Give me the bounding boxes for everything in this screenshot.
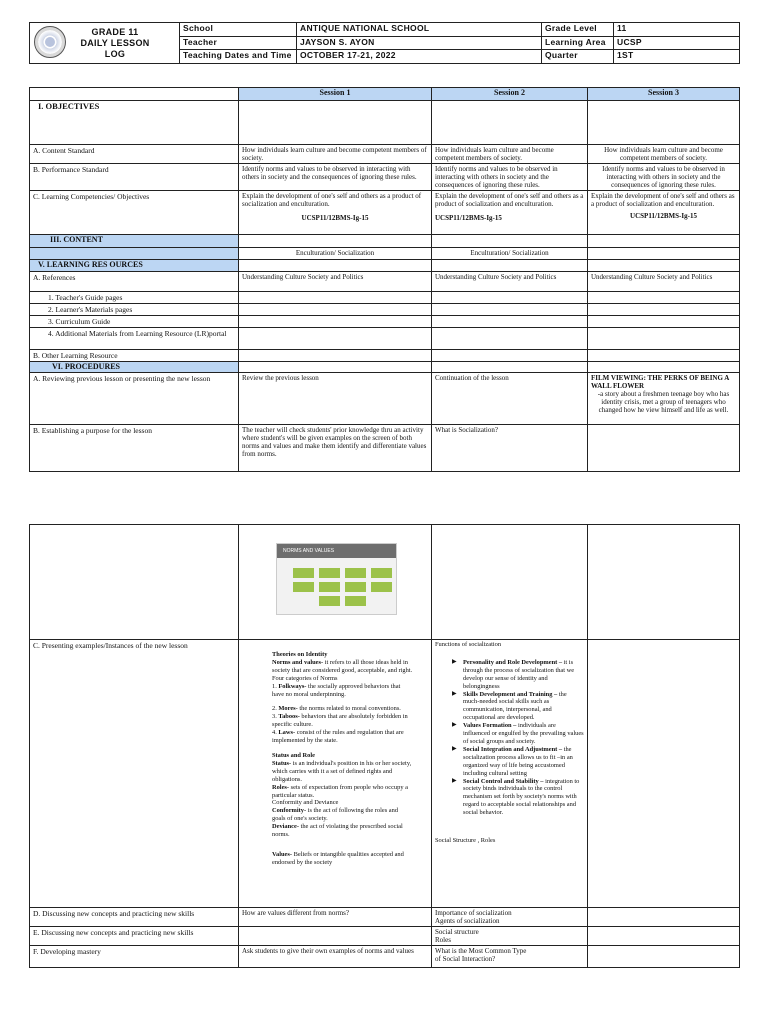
slide-box — [319, 582, 340, 592]
function-item-1: ▶ Personality and Role Development – it is through the process of socialization that we develop our sense of identity and belongingness — [452, 658, 575, 690]
dates-label: Teaching Dates and Time — [180, 50, 297, 64]
procedure-e-label: E. Discussing new concepts and practicing new skills — [30, 927, 239, 946]
film-title: FILM VIEWING: THE PERKS OF BEING A WALL FLOWER — [591, 374, 729, 390]
competencies-label: C. Learning Competencies/ Objectives — [30, 191, 239, 235]
other-resource-label: B. Other Learning Resource — [30, 350, 239, 362]
grade-label: GRADE 11 — [91, 27, 139, 37]
procedure-b-s2: What is Socialization? — [432, 425, 588, 472]
session-3-header: Session 3 — [588, 88, 740, 101]
teacher-value: JAYSON S. AYON — [297, 37, 542, 50]
slide-box — [293, 582, 314, 592]
procedure-b-s1: The teacher will check students' prior knowledge thru an activity where student's will be given examples on the screen of both norms and values and make them identify and differentiate values from norms. — [239, 425, 432, 472]
arrow-bullet-icon: ▶ — [452, 722, 457, 729]
quarter-label: Quarter — [542, 50, 614, 64]
header-logo-cell — [30, 23, 180, 64]
four-categories: Four categories of Norms — [272, 674, 338, 682]
procedure-a-s1: Review the previous lesson — [239, 373, 432, 425]
references-s3: Understanding Culture Society and Politics — [588, 272, 740, 292]
term-mores: Mores- — [278, 705, 298, 713]
slide-box — [345, 596, 366, 606]
procedure-b-label: B. Establishing a purpose for the lesson — [30, 425, 239, 472]
term-laws: Laws- — [278, 729, 296, 737]
content-s3 — [588, 248, 740, 260]
term-folkways: Folkways- — [278, 682, 307, 690]
term-roles: Roles- — [272, 783, 290, 791]
slide-box — [345, 568, 366, 578]
competencies-s2 — [432, 191, 588, 235]
procedure-d-s1: How are values different from norms? — [239, 908, 432, 927]
resource-item-3: 3. Curriculum Guide — [30, 316, 239, 328]
arrow-bullet-icon: ▶ — [452, 690, 457, 697]
procedure-a-s3 — [588, 373, 740, 425]
competencies-s3 — [588, 191, 740, 235]
references-s1: Understanding Culture Society and Politics — [239, 272, 432, 292]
content-standard-s3: How individuals learn culture and become competent members of society. — [588, 145, 740, 164]
term-taboos: Taboos- — [278, 713, 300, 721]
norms-values-slide-image — [276, 543, 397, 615]
competencies-s1-text: Explain the development of one's self and others as a product of socialization and enculturation. — [242, 192, 422, 208]
quarter-value: 1ST — [614, 50, 740, 64]
function-item-3: ▶ Values Formation – individuals are influenced or engulfed by the prevailing values of social groups and society. — [452, 722, 584, 745]
procedure-d-label: D. Discussing new concepts and practicing new skills — [30, 908, 239, 927]
functions-title: Functions of socialization — [435, 641, 502, 648]
slide-box — [371, 568, 392, 578]
procedure-a-label: A. Reviewing previous lesson or presenting the new lesson — [30, 373, 239, 425]
competencies-s1 — [239, 191, 432, 235]
school-label: School — [180, 23, 297, 37]
performance-standard-s2: Identify norms and values to be observed in interacting with others in society and the consequences of ignoring these rules. — [432, 164, 588, 191]
slide-box — [293, 568, 314, 578]
procedure-f-label: F. Developing mastery — [30, 946, 239, 968]
film-description: -a story about a freshmen teenage boy who has identity crisis, met a group of teenagers who changed how he view himself and life as well. — [597, 390, 730, 414]
slide-box — [319, 568, 340, 578]
references-s2: Understanding Culture Society and Politics — [432, 272, 588, 292]
session-2-header: Session 2 — [432, 88, 588, 101]
term-conformity: Conformity- — [272, 807, 307, 815]
corner-cell — [30, 88, 239, 101]
competency-code-s2: UCSP11/12BMS-Ig-15 — [435, 214, 502, 222]
references-label: A. References — [30, 272, 239, 292]
term-norms-values: Norms and values- — [272, 658, 324, 666]
theory-title: Theories on Identity — [272, 651, 328, 658]
procedure-c-label: C. Presenting examples/Instances of the new lesson — [30, 640, 239, 908]
deped-seal-icon — [34, 26, 66, 58]
content-s2: Enculturation/ Socialization — [432, 248, 588, 260]
teacher-label: Teacher — [180, 37, 297, 50]
procedure-f-s2: What is the Most Common Type of Social Interaction? — [432, 946, 588, 968]
learning-area-label: Learning Area — [542, 37, 614, 50]
grade-level-value: 11 — [614, 23, 740, 37]
competency-code-s3: UCSP11/12BMS-Ig-15 — [630, 212, 697, 220]
resource-item-1: 1. Teacher's Guide pages — [30, 292, 239, 304]
learning-area-value: UCSP — [614, 37, 740, 50]
lesson-table-page1 — [29, 87, 740, 472]
resource-item-4: 4. Additional Materials from Learning Resource (LR)portal — [30, 328, 239, 350]
performance-standard-label: B. Performance Standard — [30, 164, 239, 191]
learning-resources-heading: V. LEARNING RES OURCES — [30, 260, 239, 272]
objectives-heading: I. OBJECTIVES — [30, 101, 239, 145]
slide-box — [319, 596, 340, 606]
procedures-heading: VI. PROCEDURES — [30, 362, 239, 373]
functions-list — [435, 659, 584, 817]
functions-footer: Social Structure , Roles — [435, 837, 496, 845]
conformity-deviance: Conformity and Deviance — [272, 799, 339, 807]
function-item-2: ▶ Skills Development and Training – the much-needed social skills such as communication, interpersonal, and occupational are developed. — [452, 690, 567, 722]
dates-value: OCTOBER 17-21, 2022 — [297, 50, 542, 64]
header-table — [29, 22, 740, 64]
arrow-bullet-icon: ▶ — [452, 745, 457, 752]
term-values: Values- — [272, 850, 293, 858]
functions-cell — [432, 640, 588, 908]
school-value: ANTIQUE NATIONAL SCHOOL — [297, 23, 542, 37]
competencies-s3-text: Explain the development of one's self and others as a product of socialization and enculturation. — [591, 192, 735, 208]
status-role-title: Status and Role — [272, 751, 315, 759]
procedure-e-s2: Social structure Roles — [432, 927, 588, 946]
theories-cell: Theories on Identity Norms and values- it refers to all those ideas held in society that are considered good, acceptable, and right. Four categories of Norms 1. Folkways- the socially approved behaviors that have no moral underpinning. 2. Mores- the norms related to moral conventions. 3. Taboos- behaviors that are absolutely forbidden in specific culture. 4. Laws- consist of the rules and regulation that are implemented by the state. Status and Role Status- is an individual's position in his or her society, which carries with it a set of defined rights and obligations. Roles- sets of expectation from people who occupy a particular status. Conformity and Deviance Conformity- is the act of following the roles and goals of one's society. Deviance- the act of violating the prescribed social norms. Values- Beliefs or intangible qualities accepted and endorsed by the society — [239, 640, 432, 908]
performance-standard-s1: Identify norms and values to be observed in interacting with others in society and the consequences of ignoring these rules. — [239, 164, 432, 191]
resource-item-2: 2. Learner's Materials pages — [30, 304, 239, 316]
function-item-5: ▶ Social Control and Stability – integration to society binds individuals to the control mechanism set forth by society's norms with regard to acceptable social relationships and social behavior. — [452, 777, 580, 817]
competency-code-s1: UCSP11/12BMS-Ig-15 — [301, 214, 369, 222]
content-standard-label: A. Content Standard — [30, 145, 239, 164]
competencies-s2-text: Explain the development of one's self and others as a product of socialization and enculturation. — [435, 192, 584, 208]
session-1-header: Session 1 — [239, 88, 432, 101]
arrow-bullet-icon: ▶ — [452, 777, 457, 784]
term-status: Status- — [272, 759, 292, 767]
performance-standard-s3: Identify norms and values to be observed in interacting with others in society and the consequences of ignoring these rules. — [588, 164, 740, 191]
arrow-bullet-icon: ▶ — [452, 658, 457, 665]
content-heading: III. CONTENT — [30, 235, 239, 248]
content-standard-s1: How individuals learn culture and become competent members of society. — [239, 145, 432, 164]
slide-box — [371, 582, 392, 592]
log-title: DAILY LESSON LOG — [80, 38, 150, 59]
procedure-a-s2: Continuation of the lesson — [432, 373, 588, 425]
grade-level-label: Grade Level — [542, 23, 614, 37]
procedure-f-s1: Ask students to give their own examples of norms and values — [239, 946, 432, 968]
term-deviance: Deviance- — [272, 823, 299, 831]
slide-title: NORMS AND VALUES — [277, 544, 396, 558]
procedure-d-s2: Importance of socialization Agents of socialization — [432, 908, 588, 927]
function-item-4: ▶ Social Integration and Adjustment – the socialization process allows us to fit –in an organized way of life being accustomed including cultural setting — [452, 745, 573, 777]
lesson-log-title — [70, 27, 160, 60]
content-s1: Enculturation/ Socialization — [239, 248, 432, 260]
slide-box — [345, 582, 366, 592]
content-standard-s2: How individuals learn culture and become competent members of society. — [432, 145, 588, 164]
